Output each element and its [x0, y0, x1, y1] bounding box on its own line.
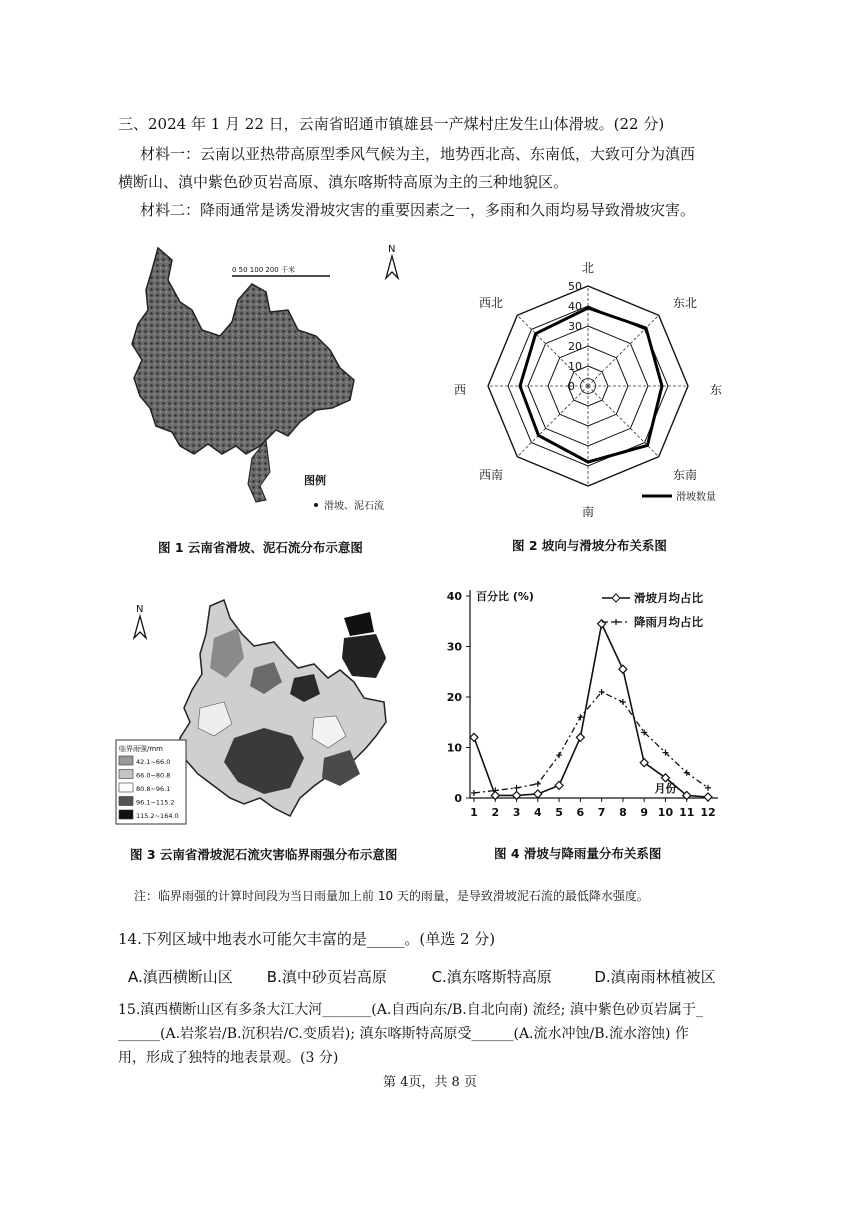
y-tick-label: 30: [446, 640, 462, 654]
legend-label: 滑坡数量: [676, 492, 716, 503]
option-c[interactable]: C.滇东喀斯特高原: [431, 968, 552, 986]
rain-point: [535, 781, 541, 787]
question-15-line2: ______(A.岩浆岩/B.沉积岩/C.变质岩); 滇东喀斯特高原受______(A.流水冲蚀/B.流水溶蚀) 作: [118, 1026, 689, 1042]
landslide-series-line: [474, 624, 708, 797]
landslide-point: [534, 790, 542, 798]
radar-tick-label: 20: [568, 340, 582, 353]
x-tick-label: 8: [619, 806, 627, 819]
question-15-line3: 用，形成了独特的地表景观。(3 分): [118, 1050, 339, 1066]
rain-point: [620, 699, 626, 705]
rain-point: [556, 752, 562, 758]
option-a[interactable]: A.滇西横断山区: [128, 968, 233, 986]
landslide-point: [576, 733, 584, 741]
figure-3-map: [114, 598, 424, 828]
figure-2-caption: 图 2 坡向与滑坡分布关系图: [512, 538, 667, 553]
figure-3-caption: 图 3 云南省滑坡泥石流灾害临界雨强分布示意图: [130, 847, 398, 862]
material-2: 材料二：降雨通常是诱发滑坡灾害的重要因素之一，多雨和久雨均易导致滑坡灾害。: [140, 201, 696, 219]
legend-swatch: [119, 770, 133, 779]
radar-tick-label: 0: [568, 380, 575, 393]
legend-swatch: [119, 797, 133, 806]
landslide-point: [619, 665, 627, 673]
x-tick-label: 1: [470, 806, 478, 819]
landslide-point: [598, 620, 606, 628]
legend-item: 滑坡、泥石流: [324, 501, 384, 512]
figure-note: 注：临界雨强的计算时间段为当日雨量加上前 10 天的雨量，是导致滑坡泥石流的最低降水强度。: [134, 889, 649, 903]
page-footer: 第 4页，共 8 页: [383, 1075, 477, 1090]
x-tick-label: 2: [491, 806, 500, 819]
radar-series-line: [520, 308, 662, 462]
legend-label: 96.1~115.2: [136, 798, 175, 807]
radar-category-label: 西: [453, 383, 467, 397]
x-tick-label: 6: [576, 806, 585, 819]
legend-swatch: [119, 810, 133, 819]
question-14-options: [128, 966, 716, 987]
radar-category-label: 西北: [479, 296, 504, 311]
legend-dot-icon: [314, 503, 318, 507]
rain-series-line: [474, 692, 708, 793]
north-arrow-icon: N: [388, 244, 396, 255]
rain-point: [577, 714, 583, 720]
y-tick-label: 40: [446, 590, 462, 603]
x-tick-label: 7: [597, 806, 606, 819]
radar-tick-label: 50: [568, 280, 582, 293]
question-14: 14.下列区域中地表水可能欠丰富的是_____。(单选 2 分): [118, 930, 496, 948]
radar-tick-label: 30: [568, 320, 582, 333]
legend-marker-rain: [613, 619, 619, 625]
y-axis-label: 百分比 (%): [476, 590, 534, 603]
figure-4-caption: 图 4 滑坡与降雨量分布关系图: [494, 846, 662, 861]
x-tick-label: 9: [640, 806, 649, 819]
radar-category-label: 西南: [479, 467, 504, 482]
rain-point: [514, 785, 520, 791]
legend-label: 42.1~66.0: [136, 758, 171, 766]
legend-title: 临界雨强/mm: [119, 745, 163, 753]
legend-label-rain: 降雨月均占比: [634, 615, 703, 629]
x-tick-label: 12: [700, 806, 716, 819]
landslide-point: [470, 733, 478, 741]
material-1-line2: 横断山、滇中紫色砂页岩高原、滇东喀斯特高原为主的三种地貌区。: [118, 173, 569, 191]
question-15-line1: 15.滇西横断山区有多条大江大河_______(A.自西向东/B.自北向南) 流经; 滇中紫色砂页岩属于_: [118, 1002, 703, 1018]
radar-category-label: 南: [581, 505, 595, 519]
legend-label-landslide: 滑坡月均占比: [634, 591, 703, 605]
legend-swatch: [119, 756, 133, 765]
radar-category-label: 东北: [672, 296, 697, 311]
north-arrow-icon: N: [136, 604, 144, 615]
legend-title: 图例: [304, 474, 326, 487]
scale-bar-label: 0 50 100 200 千米: [232, 266, 295, 274]
option-b[interactable]: B.滇中砂页岩高原: [266, 968, 387, 986]
legend-swatch: [119, 783, 133, 792]
rain-point: [471, 790, 477, 796]
radar-category-label: 北: [581, 261, 595, 275]
radar-category-label: 东南: [672, 467, 697, 482]
x-tick-label: 11: [679, 806, 695, 819]
x-tick-label: 10: [657, 806, 674, 819]
figure-1-map: [120, 240, 420, 520]
x-tick-label: 3: [512, 806, 521, 819]
question-3-intro: 三、2024 年 1 月 22 日，云南省昭通市镇雄县一产煤村庄发生山体滑坡。(22 分): [118, 115, 665, 133]
landslide-point: [704, 793, 712, 801]
option-d[interactable]: D.滇南雨林植被区: [594, 968, 716, 986]
legend-label: 66.0~80.8: [136, 771, 171, 780]
radar-tick-label: 40: [568, 300, 582, 313]
y-tick-label: 20: [446, 691, 462, 704]
yunnan-outline: [132, 248, 354, 454]
y-tick-label: 0: [454, 792, 462, 805]
radar-tick-label: 10: [568, 360, 582, 373]
rain-point: [705, 785, 711, 791]
y-tick-label: 10: [446, 741, 462, 755]
figure-4-line-chart: [430, 584, 730, 824]
radar-category-label: 东: [709, 383, 723, 397]
landslide-point: [555, 781, 563, 789]
figure-1-caption: 图 1 云南省滑坡、泥石流分布示意图: [158, 540, 363, 555]
figure-2-radar-chart: [453, 261, 770, 519]
legend-marker-landslide: [612, 594, 620, 602]
x-axis-label: 月份: [654, 782, 677, 795]
material-1-line1: 材料一：云南以亚热带高原型季风气候为主，地势西北高、东南低，大致可分为滇西: [140, 145, 696, 163]
legend-label: 80.8~96.1: [136, 785, 171, 793]
legend-label: 115.2~164.0: [136, 812, 179, 820]
x-tick-label: 4: [533, 806, 542, 819]
x-tick-label: 5: [555, 806, 563, 819]
